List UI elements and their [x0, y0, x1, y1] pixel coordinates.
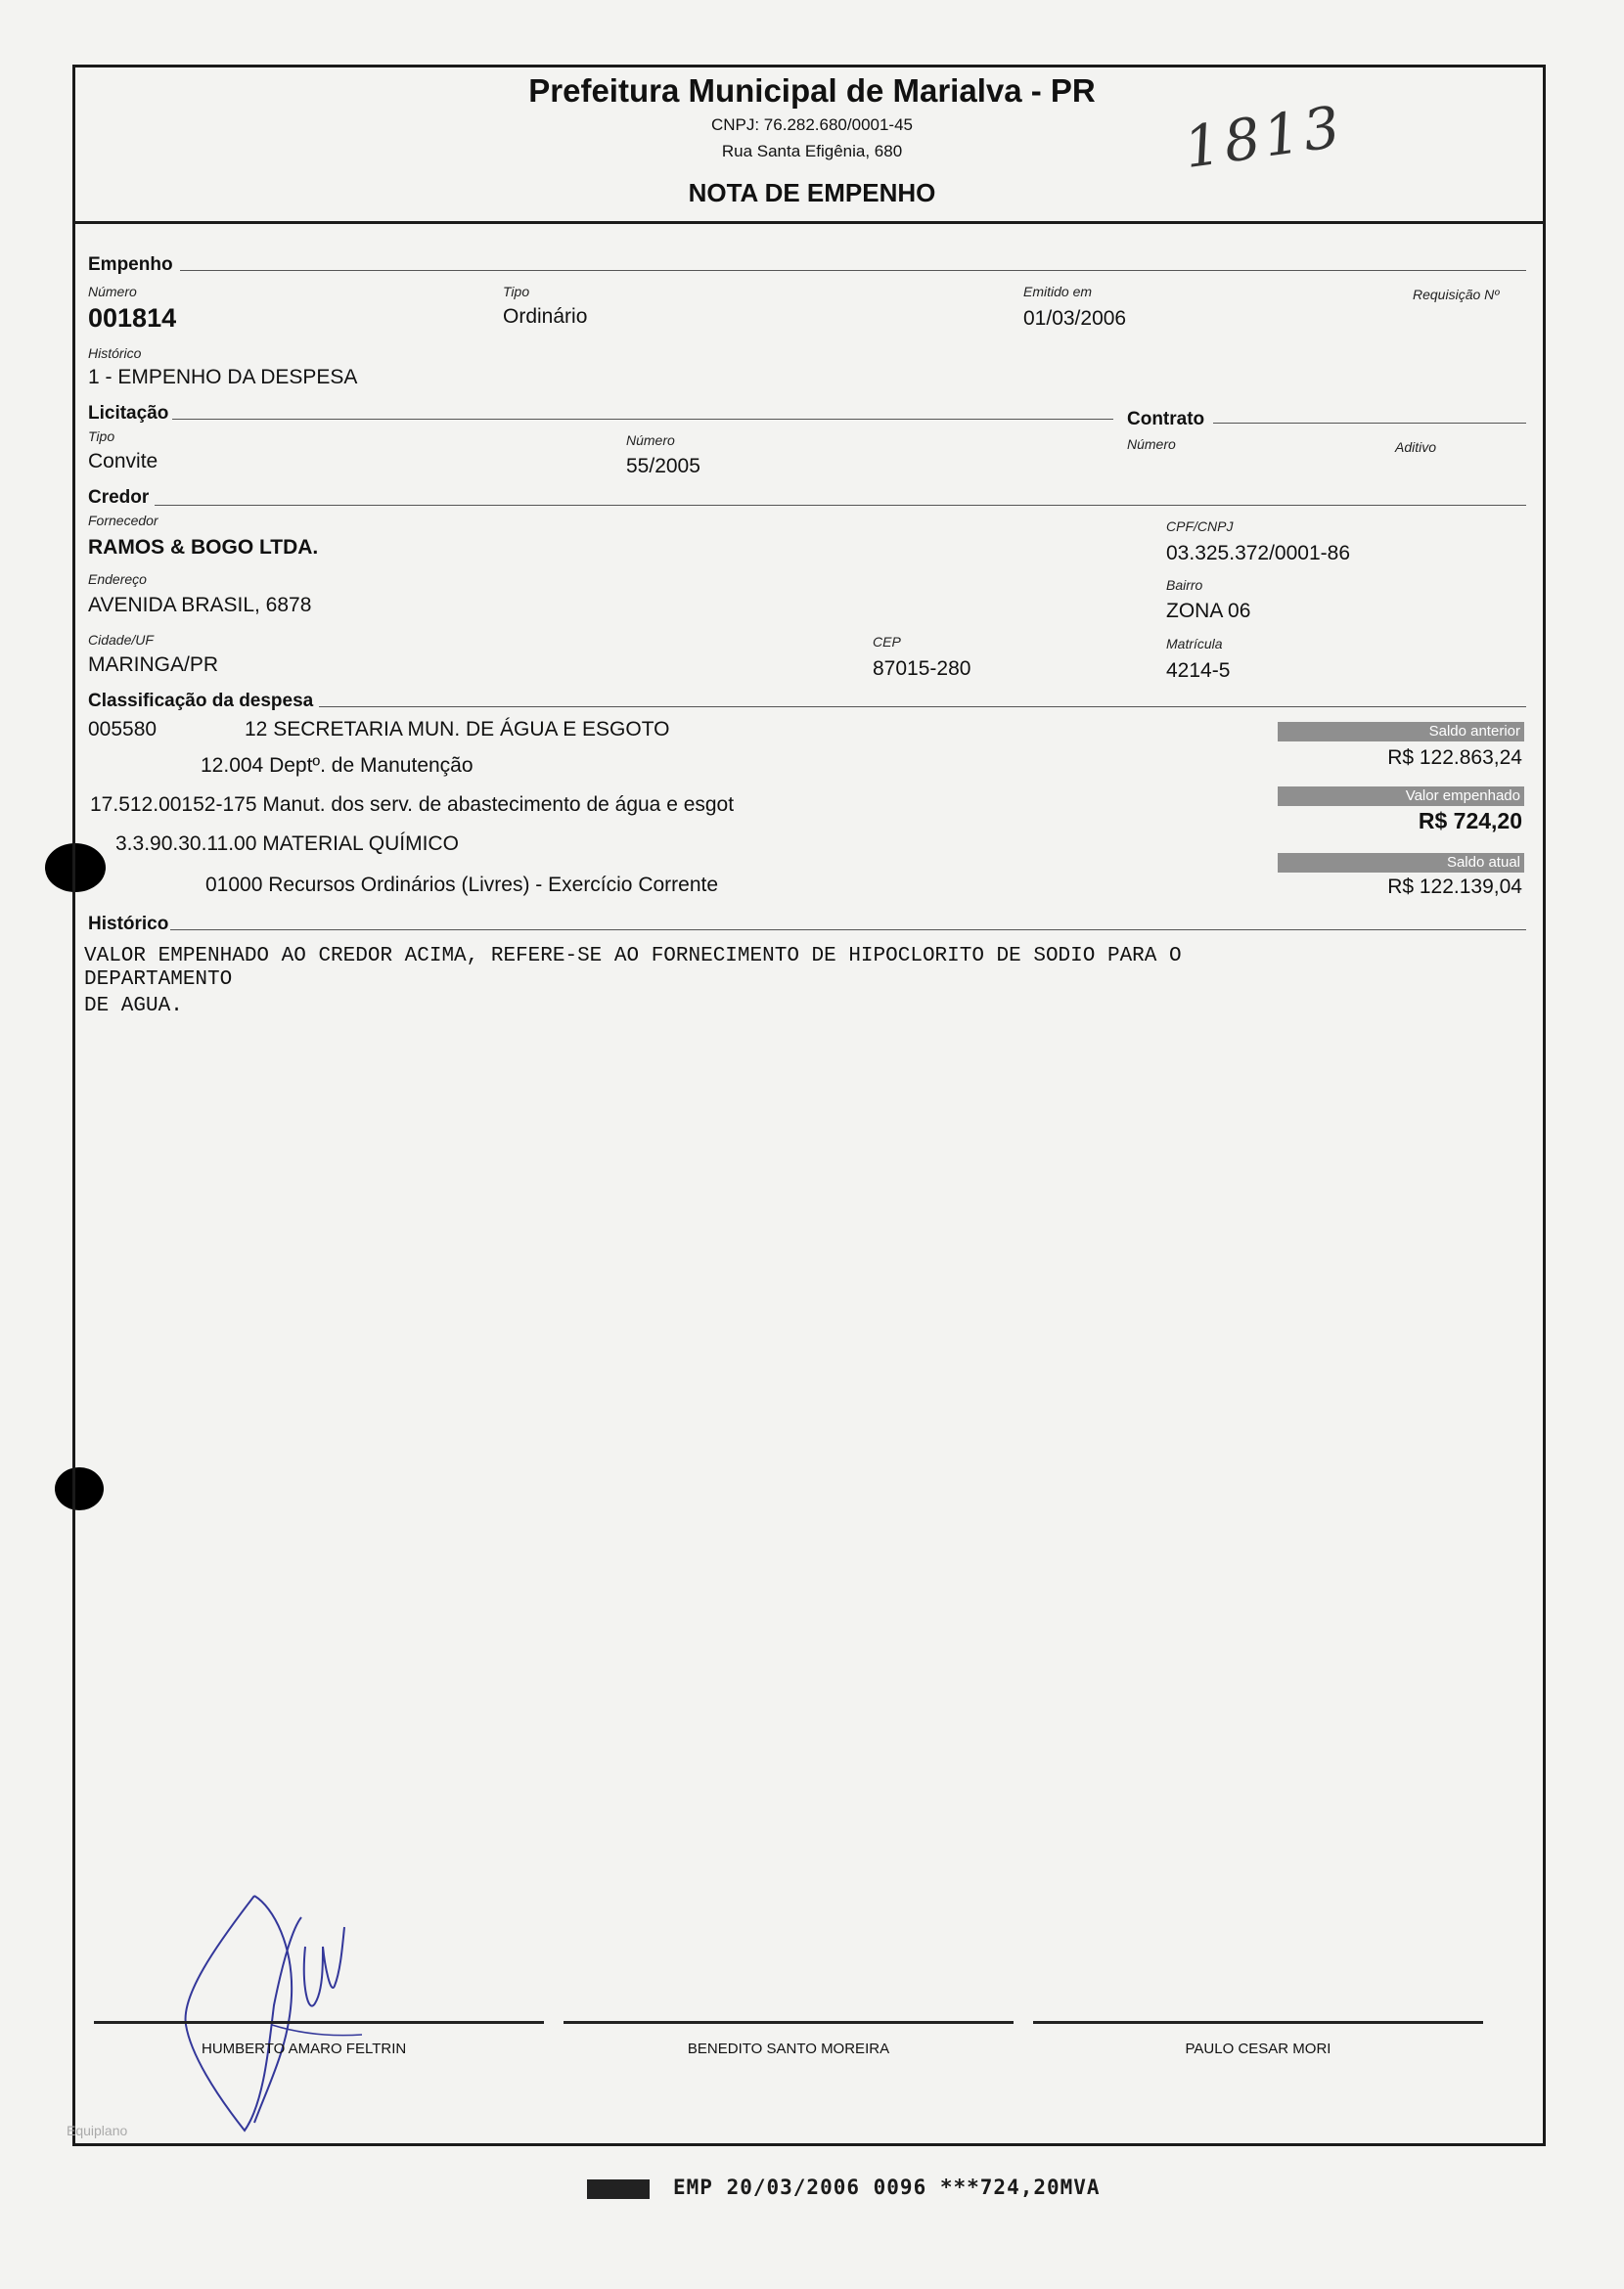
- saldo-anterior-label: Saldo anterior: [1278, 722, 1524, 741]
- classificacao-code: 005580: [88, 718, 158, 741]
- signature-line-3: [1033, 2021, 1483, 2024]
- licitacao-numero: 55/2005: [626, 455, 700, 477]
- contrato-numero-label: Número: [1127, 436, 1176, 452]
- licitacao-section-label: Licitação: [88, 403, 169, 424]
- contrato-aditivo-label: Aditivo: [1395, 439, 1437, 455]
- credor-section-label: Credor: [88, 487, 150, 508]
- matricula-label: Matrícula: [1166, 636, 1223, 651]
- licitacao-tipo: Convite: [88, 450, 158, 472]
- saldo-anterior: R$ 122.863,24: [1387, 746, 1522, 769]
- matricula: 4214-5: [1166, 659, 1231, 682]
- signatory-3: PAULO CESAR MORI: [1185, 2041, 1331, 2057]
- stamp-logo: [587, 2179, 650, 2199]
- cidade: MARINGA/PR: [88, 653, 219, 676]
- handwritten-number: 1813: [1180, 92, 1348, 182]
- classificacao-funcional: 17.512.00152-175 Manut. dos serv. de abastecimento de água e esgot: [90, 793, 735, 816]
- historico-line-1: VALOR EMPENHADO AO CREDOR ACIMA, REFERE-SE AO FORNECIMENTO DE HIPOCLORITO DE SODIO PARA O: [84, 945, 1182, 967]
- handwritten-signature: [176, 1888, 470, 2142]
- credor-cnpj: 03.325.372/0001-86: [1166, 542, 1351, 564]
- signatory-2: BENEDITO SANTO MOREIRA: [687, 2041, 890, 2057]
- address-line: Rua Santa Efigênia, 680: [721, 142, 903, 160]
- signature-line-2: [564, 2021, 1014, 2024]
- header-separator: [72, 221, 1543, 224]
- historico-line-3: DE AGUA.: [84, 995, 183, 1017]
- cep-label: CEP: [873, 634, 901, 650]
- cnpj-label: CPF/CNPJ: [1166, 518, 1234, 534]
- emitido-label: Emitido em: [1023, 284, 1093, 299]
- classificacao-section-label: Classificação da despesa: [88, 691, 314, 711]
- empenho-tipo-label: Tipo: [503, 284, 530, 299]
- empenho-numero-label: Número: [88, 284, 137, 299]
- cep: 87015-280: [873, 657, 971, 680]
- saldo-atual: R$ 122.139,04: [1387, 875, 1522, 898]
- empenho-numero: 001814: [88, 303, 177, 333]
- bank-stamp: EMP 20/03/2006 0096 ***724,20MVA: [673, 2176, 1101, 2199]
- classificacao-elemento: 3.3.90.30.11.00 MATERIAL QUÍMICO: [115, 832, 459, 855]
- licitacao-numero-label: Número: [626, 432, 675, 448]
- licitacao-tipo-label: Tipo: [88, 428, 115, 444]
- classificacao-orgao: 12 SECRETARIA MUN. DE ÁGUA E ESGOTO: [245, 718, 670, 741]
- emitido-date: 01/03/2006: [1023, 307, 1127, 330]
- historico-section-label: Histórico: [88, 914, 169, 934]
- empenho-tipo: Ordinário: [503, 305, 588, 328]
- classificacao-unidade: 12.004 Deptº. de Manutenção: [201, 754, 474, 777]
- signatory-1: HUMBERTO AMARO FELTRIN: [202, 2041, 407, 2057]
- signature-line-1: [94, 2021, 544, 2024]
- fornecedor: RAMOS & BOGO LTDA.: [88, 536, 319, 559]
- endereco: AVENIDA BRASIL, 6878: [88, 594, 312, 616]
- empenho-section-label: Empenho: [88, 254, 173, 275]
- municipality-title: Prefeitura Municipal de Marialva - PR: [528, 72, 1096, 109]
- document-title: NOTA DE EMPENHO: [688, 178, 936, 207]
- empenho-historico-label: Histórico: [88, 345, 142, 361]
- saldo-atual-label: Saldo atual: [1278, 853, 1524, 873]
- valor-empenhado: R$ 724,20: [1418, 808, 1522, 833]
- valor-empenhado-label: Valor empenhado: [1278, 786, 1524, 806]
- historico-line-2: DEPARTAMENTO: [84, 968, 233, 991]
- contrato-section-label: Contrato: [1127, 409, 1205, 429]
- cidade-label: Cidade/UF: [88, 632, 154, 648]
- requisicao-label: Requisição Nº: [1413, 287, 1500, 302]
- classificacao-fonte: 01000 Recursos Ordinários (Livres) - Exercício Corrente: [205, 874, 719, 896]
- endereco-label: Endereço: [88, 571, 147, 587]
- fornecedor-label: Fornecedor: [88, 513, 158, 528]
- bairro: ZONA 06: [1166, 600, 1251, 622]
- empenho-historico: 1 - EMPENHO DA DESPESA: [88, 366, 358, 388]
- software-mark: Equiplano: [67, 2123, 128, 2138]
- bairro-label: Bairro: [1166, 577, 1203, 593]
- cnpj-line: CNPJ: 76.282.680/0001-45: [710, 115, 914, 134]
